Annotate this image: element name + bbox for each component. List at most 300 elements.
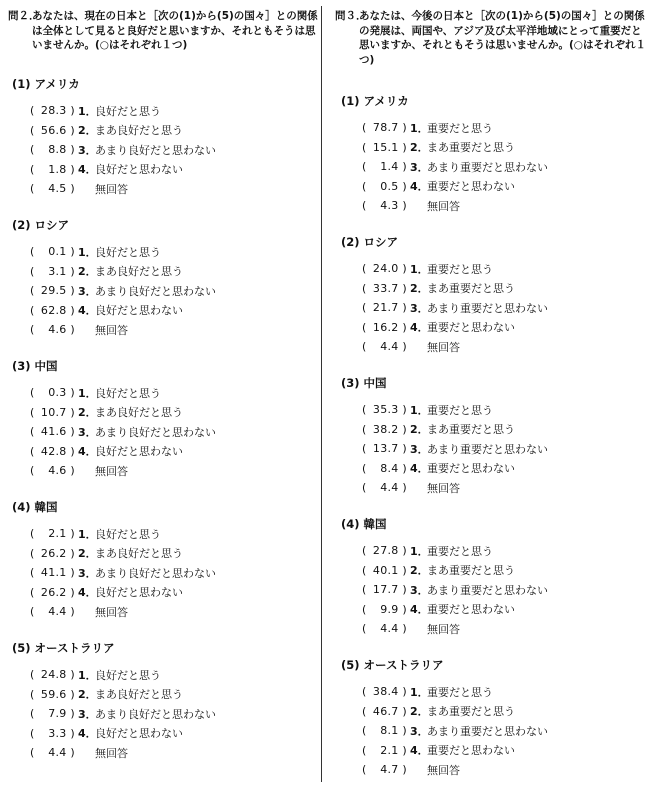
percentage-value: 38.2	[372, 422, 399, 436]
option-number: 2．	[410, 705, 429, 719]
answer-row	[30, 262, 216, 282]
close-paren: )	[66, 726, 75, 740]
option-text: まあ良好だと思う	[95, 124, 183, 138]
country-section	[329, 657, 548, 780]
answer-row	[362, 337, 548, 357]
answer-row	[362, 138, 548, 158]
answer-row	[362, 580, 548, 600]
open-paren: (	[30, 444, 35, 458]
percentage	[362, 262, 410, 275]
percentage	[362, 121, 410, 134]
option-text: まあ良好だと思う	[95, 547, 183, 561]
percentage-value: 3.3	[48, 726, 67, 740]
option-text: あまり良好だと思わない	[95, 425, 216, 439]
close-paren: )	[398, 583, 407, 597]
answer-row	[362, 318, 548, 338]
answer-row	[30, 461, 216, 481]
percentage	[362, 282, 410, 295]
percentage-value: 41.6	[40, 425, 67, 439]
option-number: 4．	[78, 163, 97, 177]
percentage-value: 35.3	[372, 403, 399, 417]
answer-list	[30, 242, 216, 340]
option-text: 無回答	[95, 746, 128, 760]
answer-row	[362, 459, 548, 479]
open-paren: (	[362, 563, 367, 577]
percentage	[362, 321, 410, 334]
answer-row	[30, 665, 216, 685]
option-number: 3．	[78, 143, 97, 157]
close-paren: )	[398, 442, 407, 456]
open-paren: (	[30, 527, 35, 541]
percentage-value: 2.1	[380, 743, 399, 757]
percentage	[30, 143, 78, 156]
percentage	[30, 746, 78, 759]
option-number: 1．	[410, 403, 429, 417]
option-text: 重要だと思わない	[427, 603, 515, 617]
option-text: まあ良好だと思う	[95, 265, 183, 279]
open-paren: (	[30, 264, 35, 278]
answer-row	[30, 422, 216, 442]
open-paren: (	[30, 104, 35, 118]
section-title: (3) 中国	[341, 376, 387, 390]
question-text: あなたは、今後の日本と［次の(1)から(5)の国々］との関係の発展は、両国や、アジア及び太平洋地域にとって重要だと思いますか、それともそうは思いませんか。(○はそれぞれ１つ)	[359, 10, 646, 66]
percentage-value: 1.8	[48, 162, 67, 176]
section-title: (5) オーストラリア	[12, 641, 115, 655]
percentage	[362, 583, 410, 596]
close-paren: )	[398, 544, 407, 558]
option-number: 3．	[410, 583, 429, 597]
percentage-value: 29.5	[40, 284, 67, 298]
close-paren: )	[66, 546, 75, 560]
open-paren: (	[30, 143, 35, 157]
answer-row	[362, 760, 548, 780]
option-number: 2．	[78, 406, 97, 420]
percentage-value: 24.8	[40, 668, 67, 682]
answer-row	[30, 602, 216, 622]
option-text: 重要だと思う	[427, 685, 493, 699]
option-text: 無回答	[427, 481, 460, 495]
close-paren: )	[398, 481, 407, 495]
option-number: 2．	[410, 141, 429, 155]
option-text: 良好だと思わない	[95, 304, 183, 318]
percentage-value: 0.5	[380, 179, 399, 193]
percentage-value: 40.1	[372, 563, 399, 577]
close-paren: )	[66, 182, 75, 196]
open-paren: (	[30, 245, 35, 259]
percentage-value: 38.4	[372, 685, 399, 699]
option-text: あまり良好だと思わない	[95, 284, 216, 298]
percentage	[362, 744, 410, 757]
answer-row	[30, 101, 216, 121]
open-paren: (	[362, 160, 367, 174]
answer-list	[30, 383, 216, 481]
option-text: 良好だと思わない	[95, 163, 183, 177]
answer-row	[30, 242, 216, 262]
close-paren: )	[398, 563, 407, 577]
percentage-value: 56.6	[40, 123, 67, 137]
close-paren: )	[66, 303, 75, 317]
answer-row	[362, 118, 548, 138]
answer-row	[362, 400, 548, 420]
country-section	[0, 640, 216, 763]
close-paren: )	[398, 602, 407, 616]
option-number: 4．	[410, 180, 429, 194]
option-number: 3．	[78, 566, 97, 580]
percentage-value: 8.4	[380, 461, 399, 475]
answer-list	[362, 259, 548, 357]
open-paren: (	[362, 340, 367, 354]
answer-row	[362, 478, 548, 498]
close-paren: )	[398, 461, 407, 475]
option-text: まあ良好だと思う	[95, 406, 183, 420]
option-text: 無回答	[95, 182, 128, 196]
open-paren: (	[362, 301, 367, 315]
percentage	[362, 603, 410, 616]
close-paren: )	[398, 340, 407, 354]
close-paren: )	[66, 162, 75, 176]
open-paren: (	[30, 284, 35, 298]
answer-row	[362, 721, 548, 741]
close-paren: )	[398, 704, 407, 718]
open-paren: (	[30, 605, 35, 619]
open-paren: (	[362, 320, 367, 334]
option-number: 3．	[78, 425, 97, 439]
answer-row	[30, 442, 216, 462]
percentage	[30, 245, 78, 258]
answer-list	[362, 541, 548, 639]
percentage	[362, 544, 410, 557]
answer-list	[362, 118, 548, 216]
option-number: 1．	[78, 245, 97, 259]
left-column	[0, 0, 318, 760]
option-number: 2．	[410, 564, 429, 578]
option-text: 無回答	[427, 763, 460, 777]
section-title: (2) ロシア	[341, 235, 399, 249]
close-paren: )	[66, 444, 75, 458]
percentage	[30, 284, 78, 297]
option-text: まあ重要だと思う	[427, 141, 515, 155]
percentage-value: 78.7	[372, 121, 399, 135]
option-text: 良好だと思う	[95, 668, 161, 682]
option-number: 1．	[410, 121, 429, 135]
answer-row	[30, 160, 216, 180]
open-paren: (	[30, 566, 35, 580]
close-paren: )	[398, 199, 407, 213]
close-paren: )	[66, 104, 75, 118]
option-text: あまり重要だと思わない	[427, 442, 548, 456]
percentage-value: 3.1	[48, 264, 67, 278]
option-text: あまり良好だと思わない	[95, 566, 216, 580]
percentage-value: 62.8	[40, 303, 67, 317]
percentage-value: 0.1	[48, 245, 67, 259]
answer-row	[30, 281, 216, 301]
percentage	[362, 199, 410, 212]
percentage-value: 4.4	[48, 746, 67, 760]
open-paren: (	[30, 668, 35, 682]
answer-list	[30, 524, 216, 622]
answer-list	[362, 682, 548, 780]
answer-row	[30, 320, 216, 340]
open-paren: (	[30, 707, 35, 721]
open-paren: (	[30, 746, 35, 760]
option-number: 3．	[410, 301, 429, 315]
option-number: 1．	[410, 544, 429, 558]
percentage	[362, 160, 410, 173]
section-title: (4) 韓国	[341, 517, 387, 531]
close-paren: )	[66, 746, 75, 760]
option-text: 良好だと思う	[95, 386, 161, 400]
close-paren: )	[398, 622, 407, 636]
open-paren: (	[362, 461, 367, 475]
percentage-value: 33.7	[372, 281, 399, 295]
percentage	[30, 464, 78, 477]
answer-row	[362, 298, 548, 318]
percentage-value: 46.7	[372, 704, 399, 718]
option-number: 2．	[78, 265, 97, 279]
percentage	[362, 141, 410, 154]
close-paren: )	[398, 160, 407, 174]
option-number: 1．	[410, 685, 429, 699]
close-paren: )	[398, 763, 407, 777]
percentage	[30, 527, 78, 540]
open-paren: (	[30, 546, 35, 560]
answer-list	[30, 665, 216, 763]
answer-row	[362, 196, 548, 216]
percentage	[30, 445, 78, 458]
percentage	[362, 340, 410, 353]
answer-list	[30, 101, 216, 199]
percentage-value: 59.6	[40, 687, 67, 701]
percentage	[30, 547, 78, 560]
section-title: (5) オーストラリア	[341, 658, 444, 672]
percentage	[30, 265, 78, 278]
close-paren: )	[398, 140, 407, 154]
option-number: 3．	[78, 707, 97, 721]
answer-row	[362, 682, 548, 702]
percentage	[362, 724, 410, 737]
answer-row	[30, 583, 216, 603]
answer-row	[30, 121, 216, 141]
answer-row	[30, 403, 216, 423]
option-text: 無回答	[95, 464, 128, 478]
open-paren: (	[362, 403, 367, 417]
close-paren: )	[66, 668, 75, 682]
percentage-value: 4.6	[48, 323, 67, 337]
answer-row	[30, 685, 216, 705]
section-title: (4) 韓国	[12, 500, 58, 514]
open-paren: (	[362, 179, 367, 193]
option-text: 無回答	[95, 605, 128, 619]
option-text: 重要だと思わない	[427, 462, 515, 476]
open-paren: (	[362, 685, 367, 699]
option-number: 4．	[410, 603, 429, 617]
option-text: 重要だと思う	[427, 544, 493, 558]
answer-row	[362, 541, 548, 561]
percentage-value: 26.2	[40, 585, 67, 599]
close-paren: )	[66, 707, 75, 721]
percentage	[30, 104, 78, 117]
percentage-value: 13.7	[372, 442, 399, 456]
close-paren: )	[398, 685, 407, 699]
percentage-value: 8.8	[48, 143, 67, 157]
option-text: あまり重要だと思わない	[427, 160, 548, 174]
close-paren: )	[66, 566, 75, 580]
option-text: 無回答	[427, 340, 460, 354]
open-paren: (	[362, 544, 367, 558]
question-text: あなたは、現在の日本と［次の(1)から(5)の国々］との関係は全体として見ると良好だと思いますか、それともそうは思いませんか。(○はそれぞれ１つ)	[32, 10, 318, 51]
percentage	[30, 406, 78, 419]
option-number: 1．	[78, 386, 97, 400]
option-number: 4．	[410, 462, 429, 476]
percentage-value: 4.4	[380, 622, 399, 636]
answer-row	[362, 157, 548, 177]
open-paren: (	[362, 583, 367, 597]
answer-row	[362, 439, 548, 459]
option-text: 重要だと思う	[427, 403, 493, 417]
open-paren: (	[30, 123, 35, 137]
close-paren: )	[398, 121, 407, 135]
country-section	[329, 93, 548, 216]
percentage	[30, 124, 78, 137]
answer-row	[30, 140, 216, 160]
percentage	[30, 668, 78, 681]
option-text: あまり重要だと思わない	[427, 724, 548, 738]
percentage-value: 4.4	[380, 481, 399, 495]
close-paren: )	[398, 262, 407, 276]
close-paren: )	[66, 323, 75, 337]
percentage	[30, 586, 78, 599]
section-title: (1) アメリカ	[12, 77, 80, 91]
open-paren: (	[30, 303, 35, 317]
open-paren: (	[362, 724, 367, 738]
answer-row	[30, 563, 216, 583]
percentage-value: 4.4	[48, 605, 67, 619]
close-paren: )	[66, 264, 75, 278]
option-text: 良好だと思う	[95, 104, 161, 118]
question-number: 問２．	[8, 10, 40, 22]
option-text: まあ良好だと思う	[95, 688, 183, 702]
option-text: 良好だと思う	[95, 527, 161, 541]
option-text: 良好だと思わない	[95, 586, 183, 600]
close-paren: )	[66, 386, 75, 400]
answer-row	[30, 724, 216, 744]
option-number: 1．	[410, 262, 429, 276]
percentage	[362, 564, 410, 577]
option-text: あまり良好だと思わない	[95, 143, 216, 157]
open-paren: (	[362, 262, 367, 276]
percentage-value: 15.1	[372, 140, 399, 154]
open-paren: (	[30, 425, 35, 439]
option-number: 1．	[78, 527, 97, 541]
percentage-value: 42.8	[40, 444, 67, 458]
open-paren: (	[362, 763, 367, 777]
percentage	[30, 386, 78, 399]
answer-row	[362, 279, 548, 299]
question-2	[8, 9, 318, 53]
percentage	[30, 707, 78, 720]
percentage-value: 2.1	[48, 527, 67, 541]
option-number: 2．	[78, 547, 97, 561]
option-number: 4．	[410, 744, 429, 758]
answer-list	[362, 400, 548, 498]
option-text: 良好だと思う	[95, 245, 161, 259]
column-divider	[321, 6, 322, 782]
option-number: 4．	[78, 727, 97, 741]
country-section	[329, 375, 548, 498]
close-paren: )	[66, 527, 75, 541]
answer-row	[362, 420, 548, 440]
percentage	[362, 705, 410, 718]
answer-row	[362, 259, 548, 279]
open-paren: (	[30, 162, 35, 176]
option-number: 2．	[78, 688, 97, 702]
open-paren: (	[362, 442, 367, 456]
percentage	[30, 323, 78, 336]
close-paren: )	[398, 422, 407, 436]
percentage	[362, 442, 410, 455]
percentage-value: 8.1	[380, 724, 399, 738]
open-paren: (	[362, 622, 367, 636]
percentage-value: 28.3	[40, 104, 67, 118]
option-text: まあ重要だと思う	[427, 282, 515, 296]
answer-row	[30, 544, 216, 564]
answer-row	[362, 619, 548, 639]
country-section	[0, 217, 216, 340]
option-number: 1．	[78, 668, 97, 682]
close-paren: )	[398, 403, 407, 417]
option-number: 3．	[410, 724, 429, 738]
country-section	[329, 516, 548, 639]
country-section	[0, 358, 216, 481]
option-text: まあ重要だと思う	[427, 423, 515, 437]
close-paren: )	[66, 464, 75, 478]
option-text: まあ重要だと思う	[427, 564, 515, 578]
percentage-value: 26.2	[40, 546, 67, 560]
option-text: あまり重要だと思わない	[427, 301, 548, 315]
open-paren: (	[30, 687, 35, 701]
percentage	[30, 566, 78, 579]
open-paren: (	[362, 481, 367, 495]
percentage	[30, 163, 78, 176]
open-paren: (	[30, 585, 35, 599]
option-number: 2．	[410, 282, 429, 296]
close-paren: )	[66, 123, 75, 137]
percentage	[362, 180, 410, 193]
option-text: 無回答	[95, 323, 128, 337]
percentage	[362, 423, 410, 436]
country-section	[0, 499, 216, 622]
answer-row	[30, 383, 216, 403]
section-title: (2) ロシア	[12, 218, 70, 232]
percentage-value: 27.8	[372, 544, 399, 558]
percentage-value: 4.4	[380, 340, 399, 354]
answer-row	[30, 301, 216, 321]
open-paren: (	[30, 726, 35, 740]
section-title: (3) 中国	[12, 359, 58, 373]
option-text: 無回答	[427, 199, 460, 213]
open-paren: (	[362, 743, 367, 757]
answer-row	[362, 702, 548, 722]
answer-row	[30, 524, 216, 544]
close-paren: )	[398, 301, 407, 315]
percentage	[30, 425, 78, 438]
option-text: あまり重要だと思わない	[427, 583, 548, 597]
open-paren: (	[30, 464, 35, 478]
percentage	[362, 301, 410, 314]
option-number: 3．	[410, 442, 429, 456]
question-3	[335, 9, 647, 67]
open-paren: (	[362, 422, 367, 436]
